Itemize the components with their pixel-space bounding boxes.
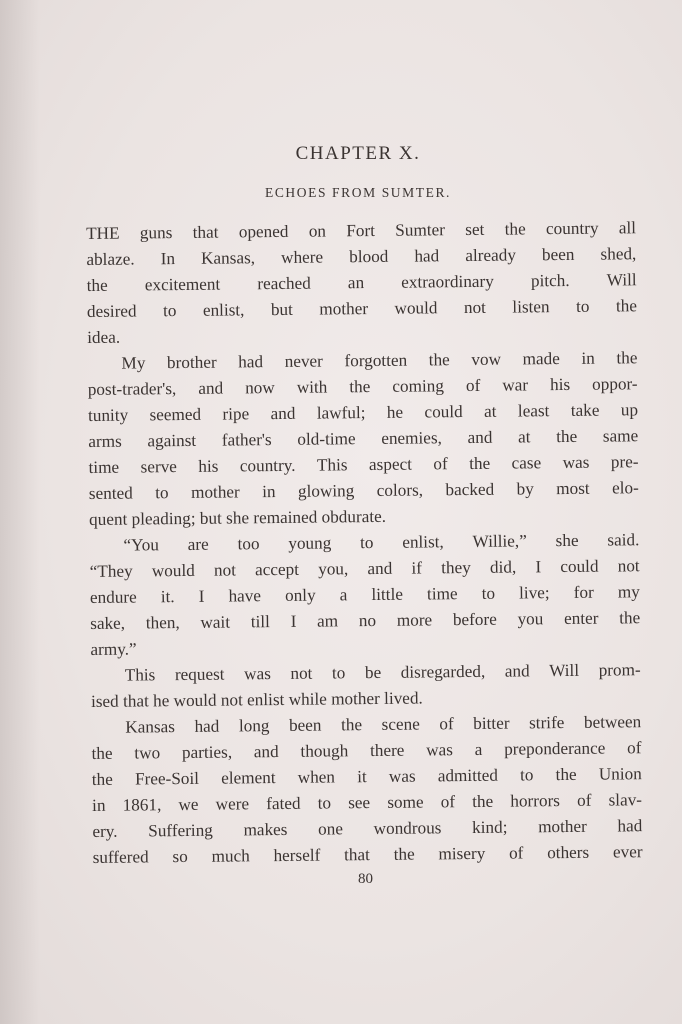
word: shed, [600,244,637,264]
word: aspect [368,454,413,475]
word: when [297,767,336,787]
word: to [359,533,374,553]
word: one [318,819,344,839]
word: set [465,219,485,240]
word: Will [606,270,637,290]
word: guns [139,223,173,243]
word: case [511,453,542,473]
word: enemies, [381,428,442,448]
word: could [560,556,599,577]
word: parties, [181,742,233,763]
word: I [535,557,542,577]
word: enlist, [402,532,444,552]
word: This [316,455,348,475]
word: for [573,582,594,602]
word: war [502,375,529,395]
word: of [433,454,448,474]
word: accept [255,559,300,580]
word: would [151,560,195,581]
word: listen [512,297,550,317]
word: extraordinary [401,271,494,292]
word: time [88,457,120,477]
word: and [504,661,530,681]
word: the [349,377,371,397]
word: we [178,794,199,815]
word: coming [392,376,445,396]
word: slav- [608,790,643,810]
word: and [270,403,296,424]
word: my [617,582,640,602]
word: had [194,716,220,736]
text-line: army.” [90,639,137,659]
word: all [618,218,637,238]
word: the [616,348,638,368]
word: see [348,793,371,813]
word: excitement [144,274,221,295]
text-line: idea. [87,327,121,347]
word: of [508,843,524,863]
word: forgotten [344,350,408,371]
word: a [339,585,348,605]
word: of [626,738,642,758]
word: wait [200,612,231,632]
word: in [581,348,595,368]
word: had [617,816,643,836]
word: and [253,742,279,762]
word: This [124,665,156,685]
word: horrors [510,791,561,811]
word: misery [438,843,486,864]
word: “You [123,535,160,555]
word: and [198,378,224,398]
word: the [615,296,638,316]
word: reached [257,273,311,294]
word: oppor- [592,374,638,394]
word: ery. [92,821,118,841]
word: only [284,585,316,605]
word: seemed [149,404,202,425]
word: you [517,609,544,629]
word: had [414,246,440,266]
word: Kansas [125,717,176,737]
word: sented [88,483,133,503]
word: Sumter [395,220,446,240]
text-line [93,839,643,871]
word: lawful; [316,403,366,423]
word: then, [145,613,180,633]
word: ripe [222,404,250,424]
word: makes [243,819,288,840]
word: now [245,378,275,398]
word: before [452,609,497,630]
word: Kansas, [200,248,256,268]
word: desired [86,301,137,321]
word: the [340,715,363,735]
word: the [91,769,113,789]
word: was [244,664,271,684]
word: the [91,743,113,763]
word: though [300,741,349,761]
word: bitter [473,713,510,733]
word: between [583,712,642,732]
word: of [440,792,456,812]
word: did, [489,557,517,577]
word: elo- [611,478,639,498]
word: to [317,793,332,813]
word: serve [140,457,177,477]
word: herself [273,845,321,866]
word: a [474,739,483,759]
word: colors, [376,480,424,500]
word: of [439,714,454,734]
word: pitch. [530,270,570,291]
word: fated [266,793,301,814]
word: time [426,584,458,604]
word: his [198,456,219,476]
word: on [308,221,327,241]
word: too [237,534,260,554]
word: most [556,478,590,499]
word: “They [89,561,133,581]
word: tunity [87,405,129,425]
word: same [602,426,639,446]
word: to [162,301,177,321]
word: not [290,663,313,683]
word: no [358,610,377,631]
word: post-trader's, [87,379,177,399]
word: made [522,349,560,369]
word: the [393,844,415,864]
word: in [92,795,106,815]
word: at [517,427,531,447]
word: you, [318,559,349,579]
word: the [428,350,450,370]
word: In [160,249,176,269]
word: blood [349,246,389,267]
word: least [517,401,550,421]
word: element [221,768,276,788]
word: by [516,479,534,499]
word: arms [88,431,122,451]
word: THE [86,223,120,243]
word: to [519,765,534,785]
page-number: 80 [358,871,373,887]
word: the [504,219,526,239]
word: was [562,452,590,473]
word: she [555,530,579,551]
word: at [483,401,497,421]
word: they [441,557,471,578]
word: glowing [297,481,355,501]
word: father's [221,430,272,450]
word: mother [538,816,587,837]
word: long [238,716,270,736]
word: I [290,611,297,631]
word: be [364,662,382,683]
word: am [317,611,339,631]
word: much [211,846,250,866]
word: prom- [598,660,641,680]
word: My [121,353,146,373]
word: could [424,402,463,422]
word: to [481,583,496,603]
word: vow [471,349,502,369]
word: was [426,740,454,760]
word: Will [549,660,580,681]
word: country. [239,455,296,476]
word: to [575,296,590,316]
word: little [371,584,404,605]
word: if [411,558,423,578]
word: the [556,426,578,447]
word: country [545,218,599,239]
word: but [270,299,293,320]
word: to [155,483,169,503]
word: pre- [610,452,639,472]
word: and [467,427,493,448]
word: there [369,740,405,761]
word: it. [160,587,175,607]
word: disregarded, [400,661,486,682]
word: that [343,845,370,865]
word: till [250,612,270,632]
word: to [331,663,346,683]
word: kind; [472,817,508,837]
word: up [620,400,639,420]
word: were [215,794,250,814]
word: admitted [437,765,499,786]
word: not [617,556,640,576]
word: ablaze. [86,249,135,269]
word: others [547,842,590,863]
word: been [541,244,575,265]
word: more [396,610,433,630]
word: backed [445,479,495,500]
chapter-title: CHAPTER X. [295,143,421,164]
word: ever [612,842,643,862]
word: Free-Soil [134,768,200,789]
word: old-time [297,429,356,449]
word: was [388,766,416,786]
text-line: quent pleading; but she remained obdurate. [89,506,387,529]
word: with [296,377,328,397]
word: had [238,352,264,372]
word: scene [381,714,420,734]
word: the [619,608,641,628]
word: take [570,400,600,420]
word: where [280,247,324,267]
word: 1861, [122,795,162,815]
word: of [576,790,592,810]
word: request [174,664,225,685]
word: suffered [92,847,149,867]
word: and [367,558,393,579]
text-line: ised that he would not enlist while mother lived. [90,688,423,711]
word: said. [607,530,640,550]
word: not [463,297,486,318]
word: mother [190,482,240,502]
word: in [262,482,276,502]
word: are [187,534,209,554]
word: two [134,743,161,763]
word: Willie,” [472,531,527,551]
word: against [147,430,197,451]
word: brother [166,352,217,373]
word: some [387,792,424,812]
word: not [213,560,237,580]
word: opened [238,221,289,242]
word: enlist, [202,300,245,320]
word: I [198,586,205,606]
word: Fort [346,220,376,241]
word: his [549,374,571,395]
word: the [472,791,494,811]
word: it [357,767,367,787]
word: already [465,245,516,266]
word: the [86,275,108,295]
word: he [386,402,404,422]
word: an [347,273,365,293]
word: wondrous [373,818,442,839]
word: Union [598,764,642,784]
word: young [288,533,332,553]
word: endure [89,587,137,607]
word: of [465,375,481,396]
word: the [469,453,491,474]
word: been [288,715,322,735]
word: so [172,846,188,867]
body-text [86,215,643,871]
word: mother [319,299,369,319]
word: live; [518,583,550,603]
word: never [284,351,323,371]
word: enter [563,608,599,629]
word: would [394,298,438,318]
chapter-subtitle: ECHOES FROM SUMTER. [264,185,452,200]
word: Suffering [148,820,213,841]
word: that [192,222,219,242]
word: sake, [90,613,126,633]
word: preponderance [504,738,606,759]
word: the [555,764,577,785]
word: have [228,586,262,606]
word: strife [528,713,565,733]
